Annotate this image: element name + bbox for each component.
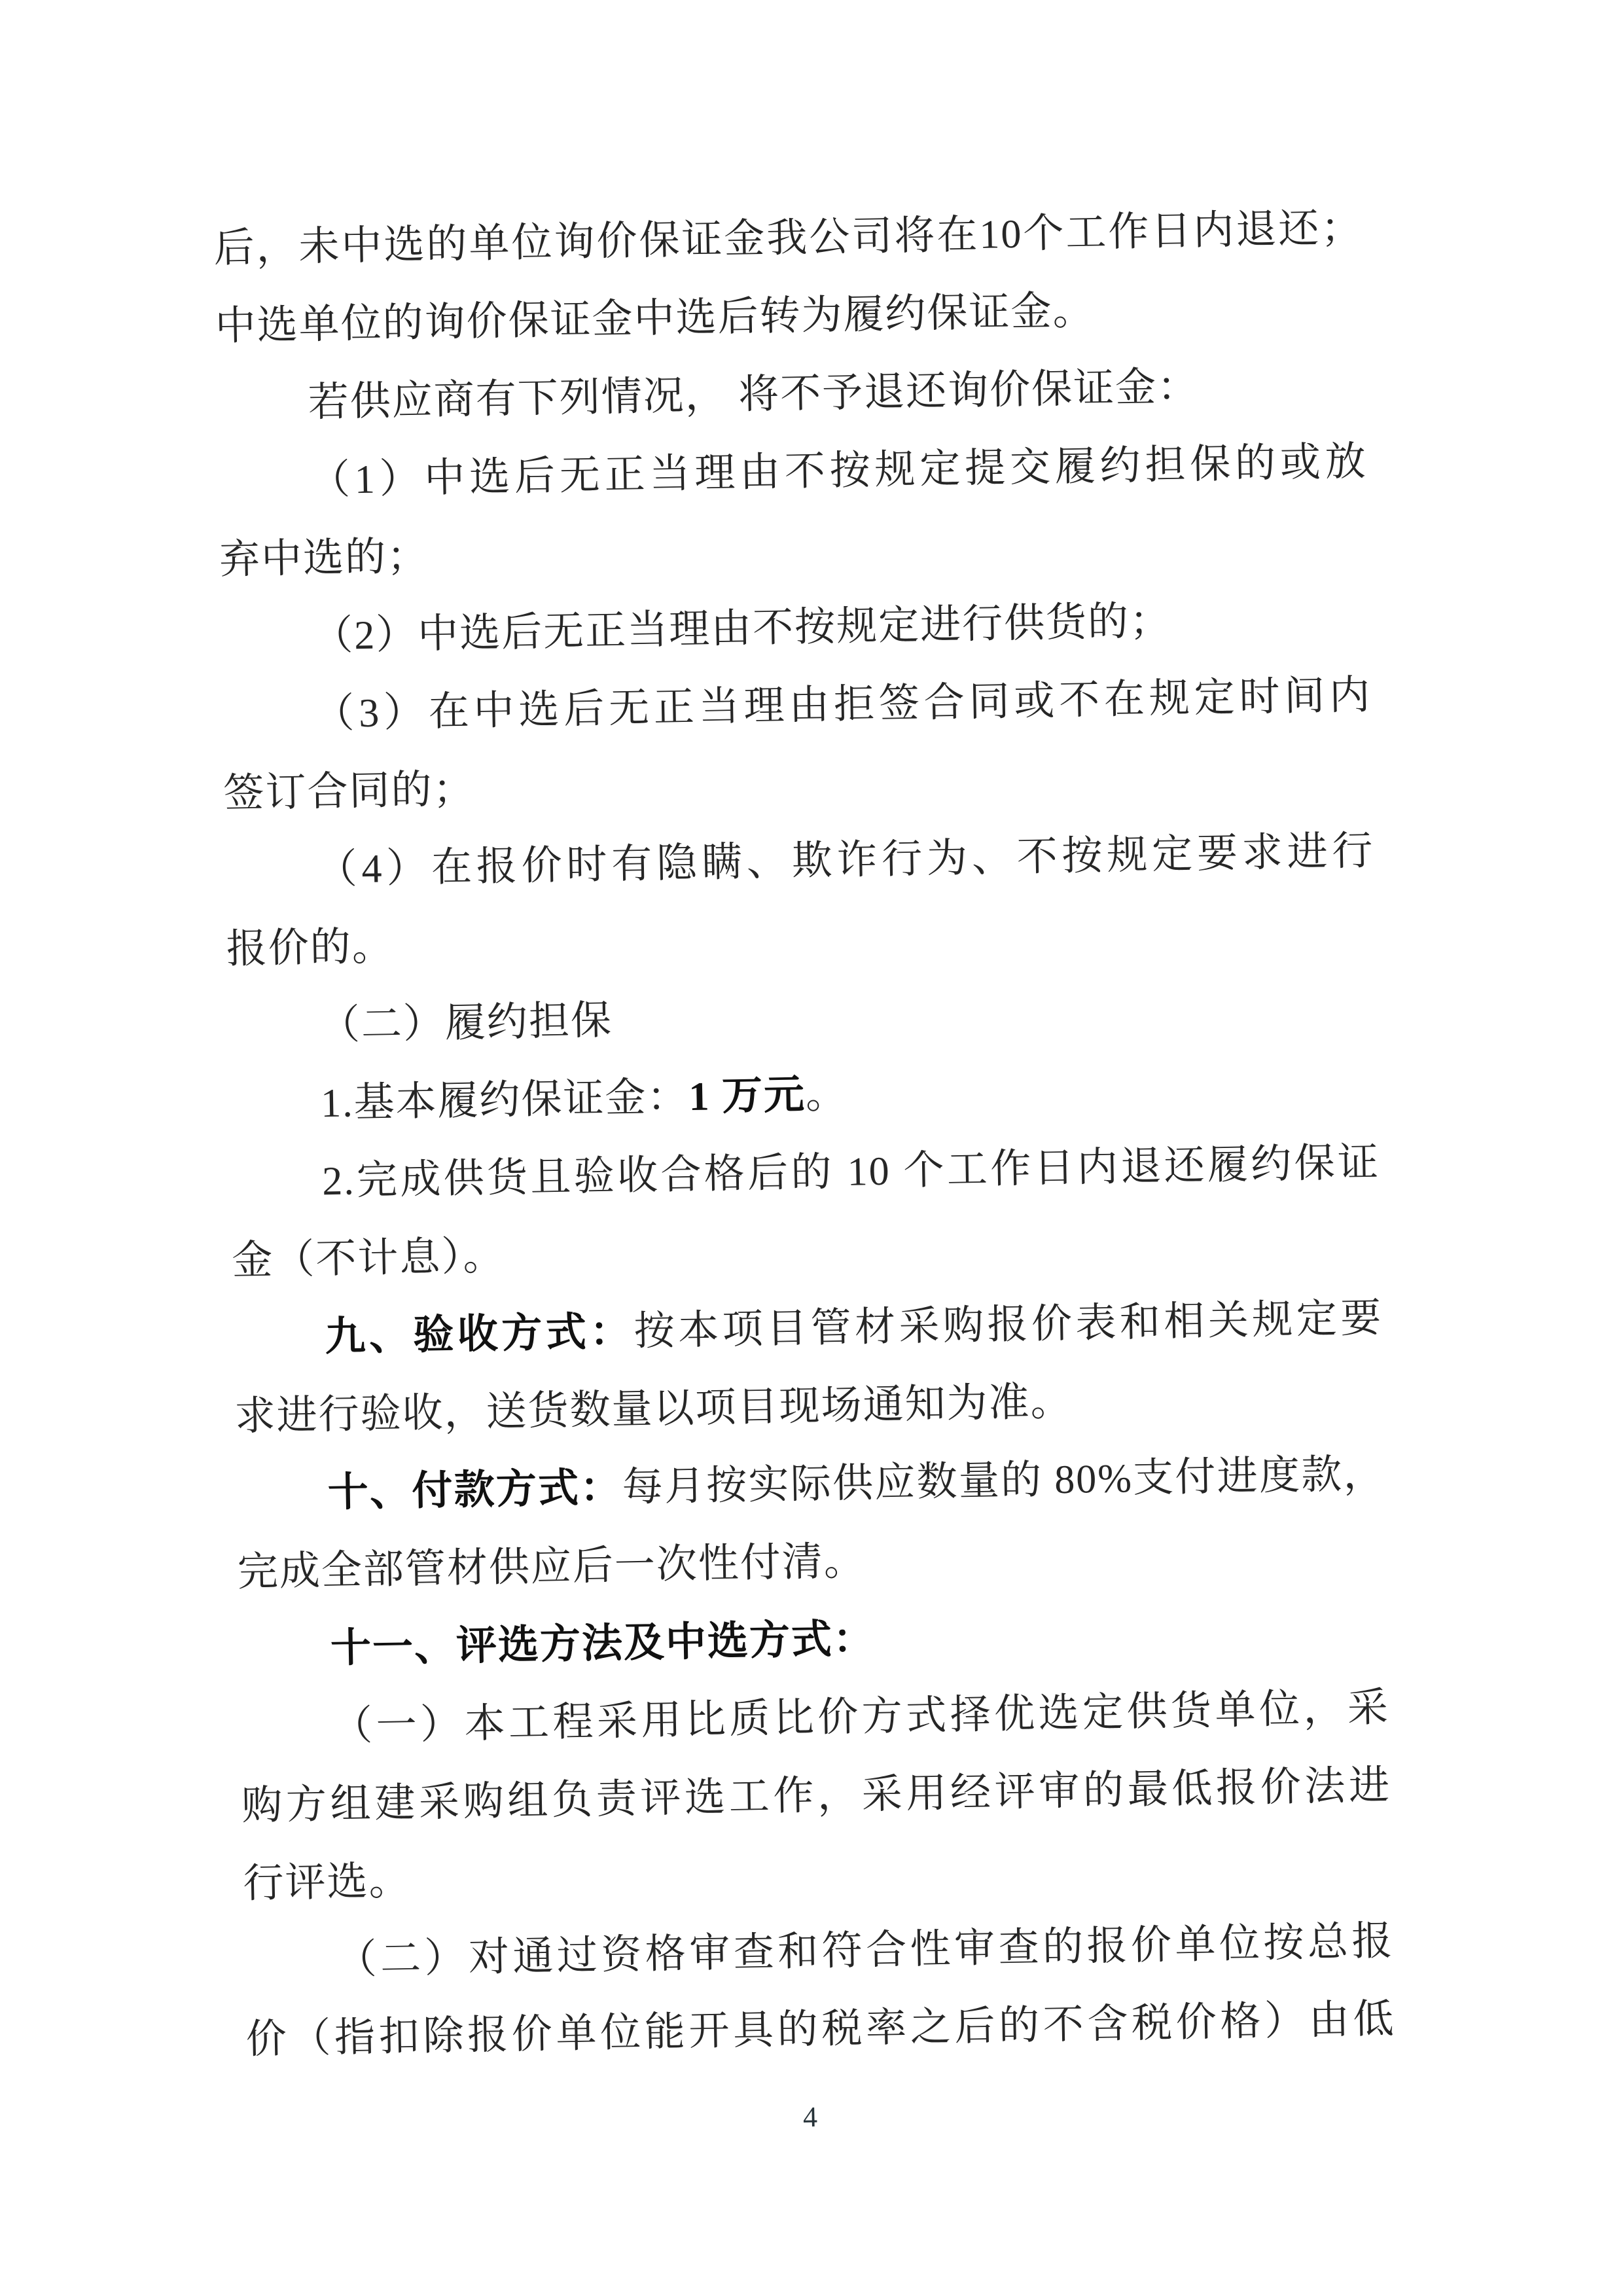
text: 金（不计息）。 xyxy=(231,1234,505,1283)
text: 报价的。 xyxy=(226,924,395,972)
text: 按本项目管材采购报价表和相关规定要 xyxy=(633,1296,1383,1354)
bold-text: 九、验收方式： xyxy=(324,1309,635,1360)
text: 后，未中选的单位询价保证金我公司将在10个工作日内退还； xyxy=(213,206,1363,272)
text: 1.基本履约保证金： xyxy=(320,1075,690,1126)
text: （2）中选后无正当理由不按规定进行供货的； xyxy=(312,598,1172,659)
text: （1）中选后无正当理由不按规定提交履约担保的或放 xyxy=(309,439,1368,503)
text: 签订合同的； xyxy=(223,766,476,816)
bold-text: 十、付款方式： xyxy=(327,1465,623,1516)
text: 行评选。 xyxy=(242,1859,412,1907)
text: 若供应商有下列情况， 将不予退还询价保证金： xyxy=(308,364,1200,425)
text: （二）对通过资格审查和符合性审查的报价单位按总报 xyxy=(336,1919,1394,1983)
page-number: 4 xyxy=(802,2100,818,2134)
text: 购方组建采购组负责评选工作，采用经评审的最低报价法进 xyxy=(241,1763,1391,1829)
text: 2.完成供货且验收合格后的 10 个工作日内退还履约保证 xyxy=(321,1140,1380,1204)
text: （3）在中选后无正当理由拒签合同或不在规定时间内 xyxy=(313,673,1372,737)
text: 完成全部管材供应后一次性付清。 xyxy=(237,1539,866,1595)
text: 每月按实际供应数量的 80%支付进度款， xyxy=(622,1452,1386,1511)
text: 价（指扣除报价单位能开具的税率之后的不含税价格）由低 xyxy=(245,1997,1396,2062)
text: 中选单位的询价保证金中选后转为履约保证金。 xyxy=(215,288,1096,349)
text: （二）履约担保 xyxy=(319,998,613,1049)
bold-text: 1 万元 xyxy=(688,1072,806,1120)
text: （4）在报价时有隐瞒、欺诈行为、不按规定要求进行 xyxy=(316,829,1375,893)
bold-text: 十一、评选方法及中选方式： xyxy=(330,1617,876,1672)
text: 求进行验收，送货数量以项目现场通知为准。 xyxy=(234,1379,1073,1439)
text: 。 xyxy=(805,1071,848,1117)
text: （一）本工程采用比质比价方式择优选定供货单位，采 xyxy=(331,1685,1390,1749)
text: 弃中选的； xyxy=(219,534,429,583)
document-content xyxy=(213,189,1397,2148)
document-body xyxy=(213,189,1396,2079)
